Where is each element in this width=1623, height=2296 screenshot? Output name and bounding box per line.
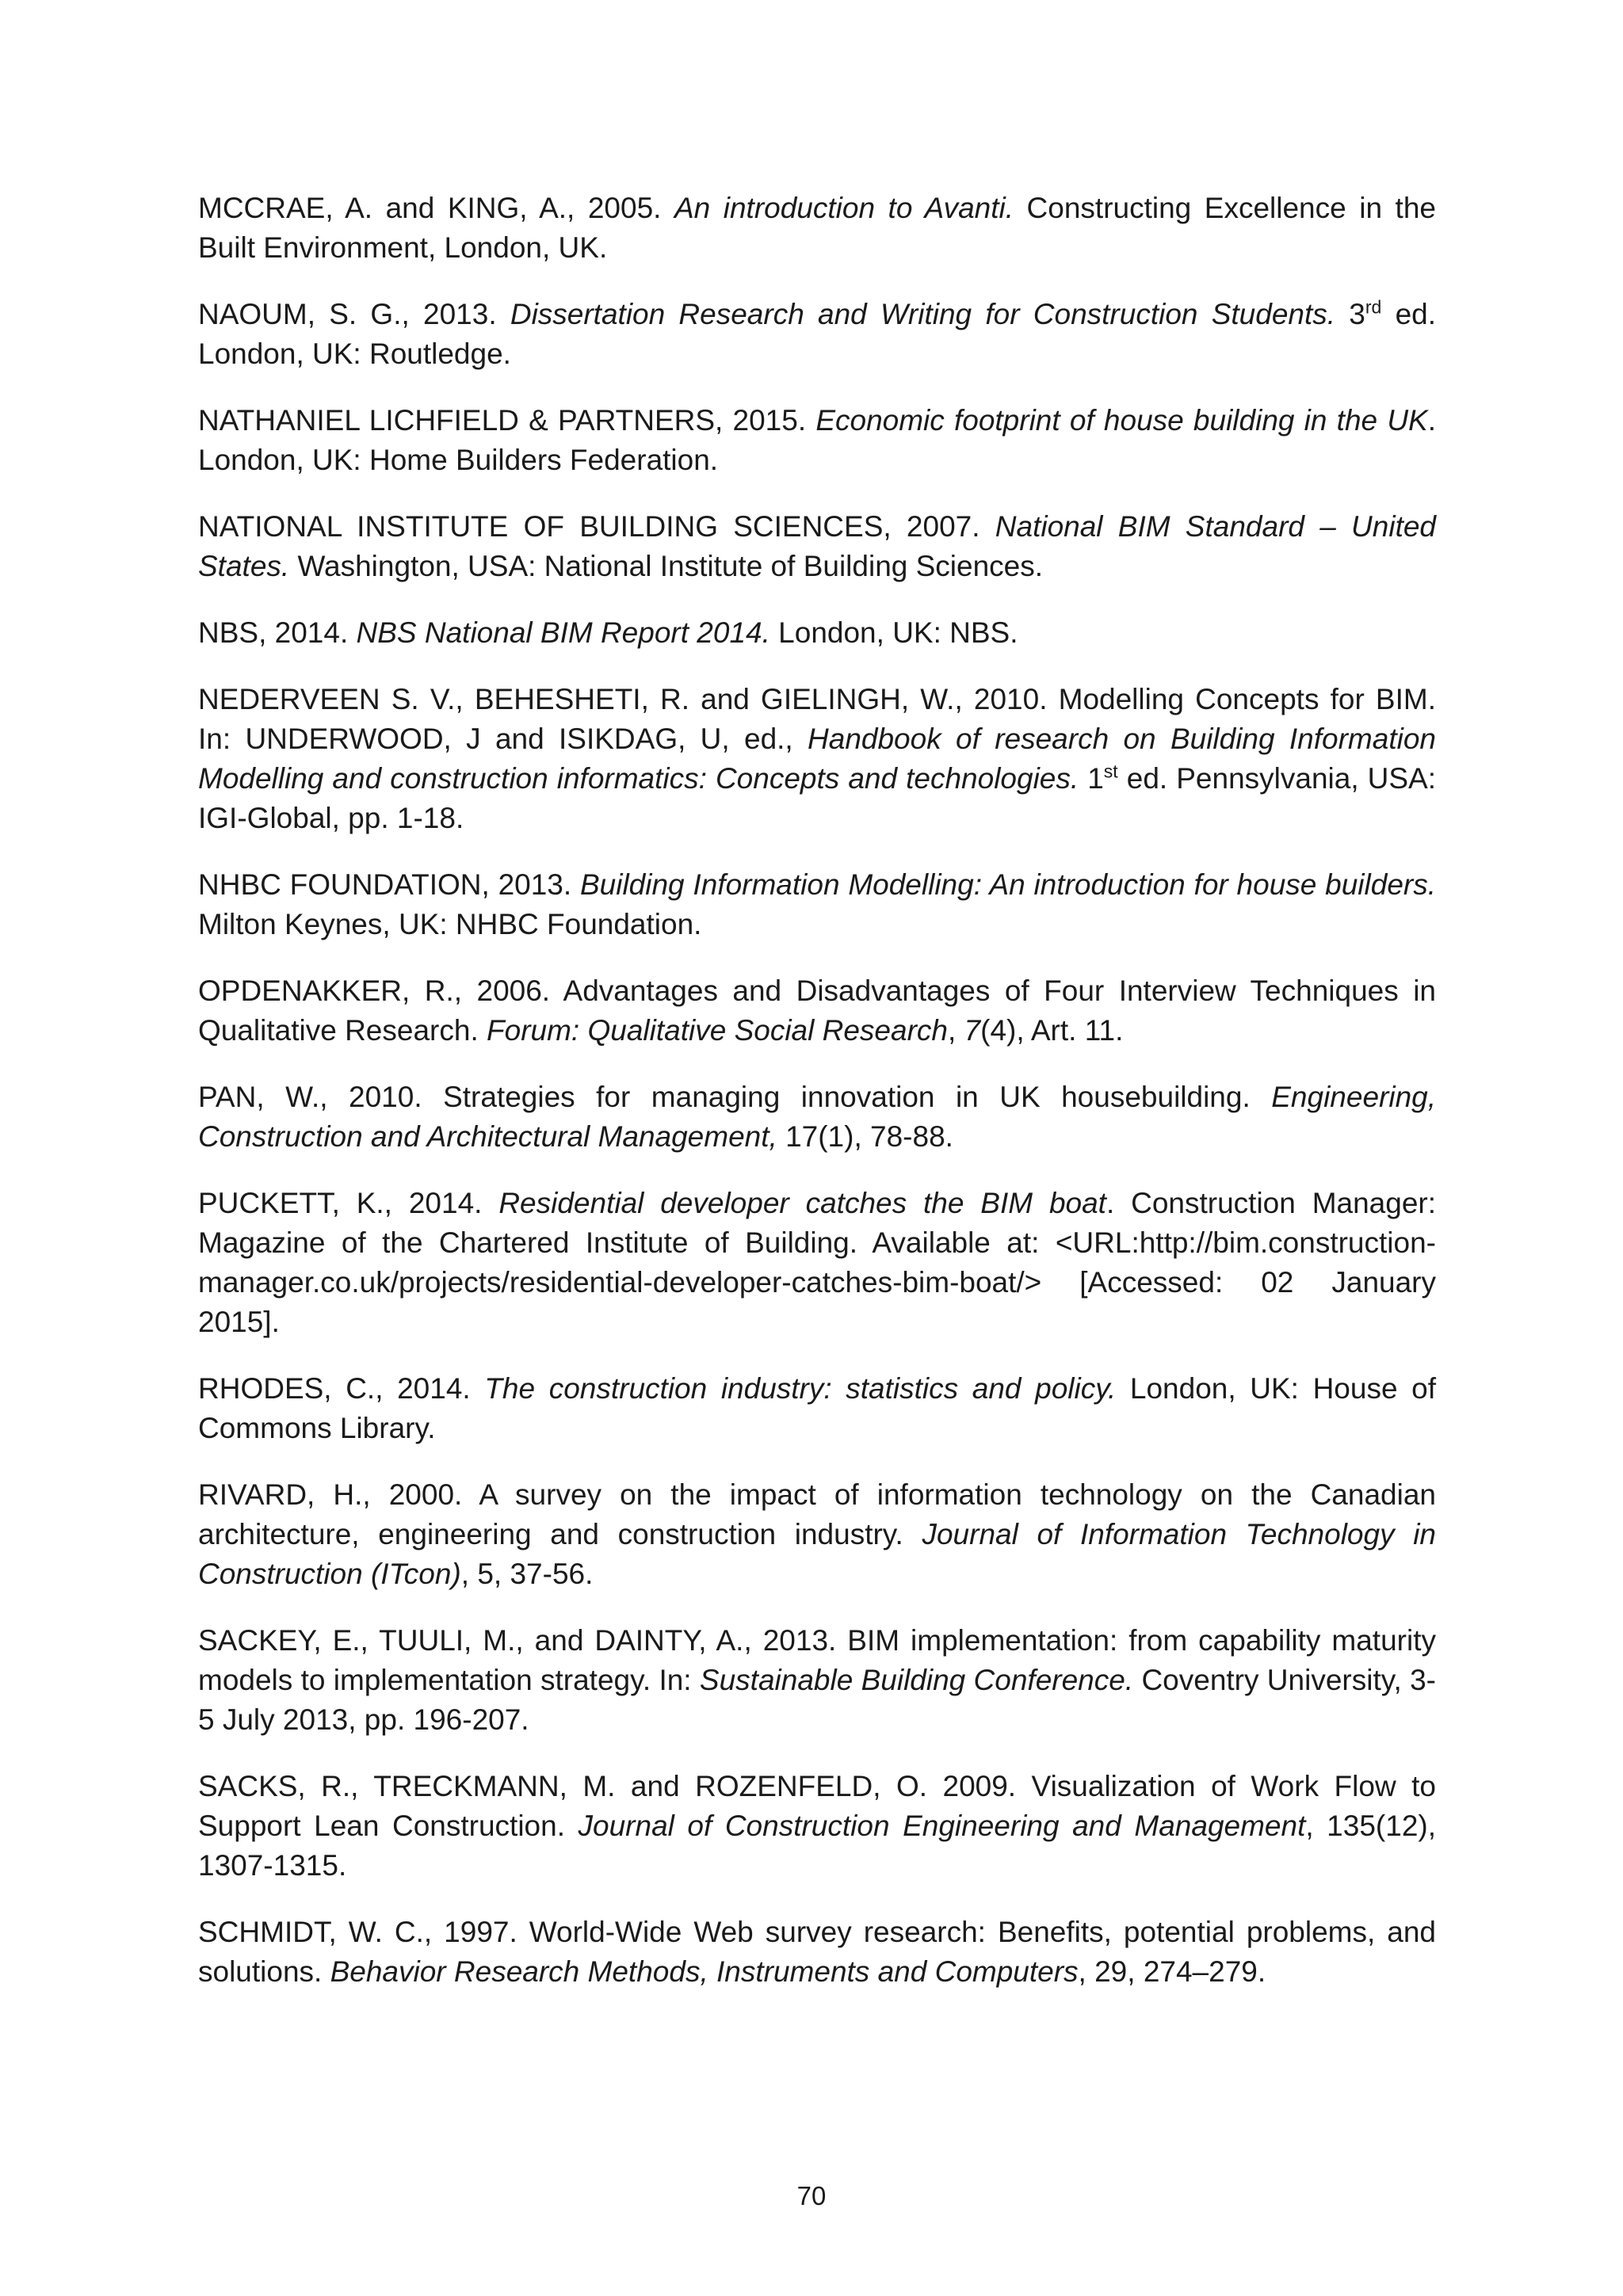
reference-entry [198, 865, 1436, 944]
reference-title-italic: Building Information Modelling: An introduction for house builders. [579, 868, 1436, 901]
reference-entry [198, 680, 1436, 838]
reference-title-italic: Sustainable Building Conference. [699, 1664, 1134, 1696]
reference-text: Milton Keynes, UK: NHBC Foundation. [198, 908, 702, 940]
reference-title-italic: Handbook of research on Building Information Modelling and construction informatics: Concepts and technologies. [198, 723, 1436, 795]
reference-text: NBS, 2014. [198, 616, 357, 649]
reference-text: OPDENAKKER, R., 2006. Advantages and Disadvantages of Four Interview Techniques in Qualitative Research. [198, 974, 1436, 1047]
reference-entry [198, 1369, 1436, 1448]
reference-title-italic: Engineering, Construction and Architectural Management, [198, 1081, 1436, 1153]
reference-text: (4), Art. 11. [980, 1014, 1124, 1047]
reference-title-italic: 7 [964, 1014, 981, 1047]
reference-text: London, UK: NBS. [769, 616, 1018, 649]
reference-title-italic: Residential developer catches the BIM boat [498, 1187, 1106, 1219]
reference-text: RIVARD, H., 2000. A survey on the impact of information technology on the Canadian architecture, engineering and construction industry. [198, 1478, 1436, 1550]
reference-title-italic: Economic footprint of house building in the UK [815, 404, 1428, 437]
reference-title-italic: The construction industry: statistics and policy. [484, 1372, 1117, 1405]
reference-text: Coventry University, 3-5 July 2013, pp. 196-207. [198, 1664, 1436, 1736]
reference-text: 17(1), 78-88. [777, 1120, 953, 1153]
reference-text: , 135(12), 1307-1315. [198, 1810, 1436, 1882]
reference-entry [198, 1475, 1436, 1594]
reference-entry [198, 1913, 1436, 1992]
reference-entry [198, 1077, 1436, 1157]
reference-title-italic: Journal of Construction Engineering and Management [578, 1810, 1306, 1842]
reference-text: Washington, USA: National Institute of Building Sciences. [289, 550, 1044, 582]
reference-text: 1 [1079, 762, 1104, 795]
reference-entry [198, 295, 1436, 374]
reference-text: RHODES, C., 2014. [198, 1372, 485, 1405]
reference-entry [198, 1621, 1436, 1740]
reference-text: PUCKETT, K., 2014. [198, 1187, 499, 1219]
reference-text: 3 [1335, 298, 1365, 330]
reference-text: ed. Pennsylvania, USA: IGI-Global, pp. 1-18. [198, 762, 1437, 834]
reference-text: Constructing Excellence in the Built Environment, London, UK. [198, 192, 1436, 264]
reference-entry [198, 971, 1436, 1051]
reference-entry [198, 1184, 1436, 1342]
reference-title-italic: National BIM Standard – United States. [198, 510, 1437, 582]
reference-text: NEDERVEEN S. V., BEHESHETI, R. and GIELINGH, W., 2010. Modelling Concepts for BIM. In: UNDERWOOD, J and ISIKDAG, U, ed., [198, 683, 1436, 755]
reference-text: MCCRAE, A. and KING, A., 2005. [198, 192, 674, 224]
reference-text: NHBC FOUNDATION, 2013. [198, 868, 580, 901]
reference-entry [198, 1767, 1436, 1886]
reference-title-italic: Forum: Qualitative Social Research [487, 1014, 948, 1047]
ordinal-suffix: rd [1365, 296, 1382, 318]
reference-title-italic: Behavior Research Methods, Instruments and Computers [330, 1955, 1079, 1988]
reference-text: . Construction Manager: Magazine of the Chartered Institute of Building. Available at: <URL:http://bim.construction-manager.co.uk/projects/residential-developer-catches-bim-boat/> [Accessed: 02 January 2015]. [198, 1187, 1437, 1338]
reference-text: . London, UK: Home Builders Federation. [198, 404, 1436, 476]
reference-text: SACKEY, E., TUULI, M., and DAINTY, A., 2013. BIM implementation: from capability maturity models to implementation strategy. In: [198, 1624, 1436, 1696]
reference-title-italic: An introduction to Avanti. [674, 192, 1014, 224]
reference-text: SACKS, R., TRECKMANN, M. and ROZENFELD, O. 2009. Visualization of Work Flow to Support Lean Construction. [198, 1770, 1436, 1842]
reference-text: NATIONAL INSTITUTE OF BUILDING SCIENCES, 2007. [198, 510, 995, 543]
reference-entry [198, 401, 1436, 480]
reference-title-italic: NBS National BIM Report 2014. [356, 616, 770, 649]
reference-list [198, 189, 1436, 2019]
reference-text: NATHANIEL LICHFIELD & PARTNERS, 2015. [198, 404, 816, 437]
reference-title-italic: Dissertation Research and Writing for Construction Students. [510, 298, 1336, 330]
reference-text: SCHMIDT, W. C., 1997. World-Wide Web survey research: Benefits, potential problems, and solutions. [198, 1916, 1436, 1988]
page-number: 70 [796, 2181, 827, 2210]
reference-text: London, UK: House of Commons Library. [198, 1372, 1436, 1444]
reference-text: PAN, W., 2010. Strategies for managing innovation in UK housebuilding. [198, 1081, 1272, 1113]
reference-entry [198, 613, 1436, 653]
reference-text: , 5, 37-56. [460, 1558, 594, 1590]
reference-entry [198, 507, 1436, 586]
reference-text: , [947, 1014, 964, 1047]
reference-entry [198, 189, 1436, 268]
reference-text: ed. London, UK: Routledge. [198, 298, 1437, 370]
reference-title-italic: Journal of Information Technology in Construction (ITcon) [198, 1518, 1436, 1590]
reference-text: NAOUM, S. G., 2013. [198, 298, 510, 330]
ordinal-suffix: st [1103, 761, 1118, 782]
reference-text: , 29, 274–279. [1078, 1955, 1266, 1988]
